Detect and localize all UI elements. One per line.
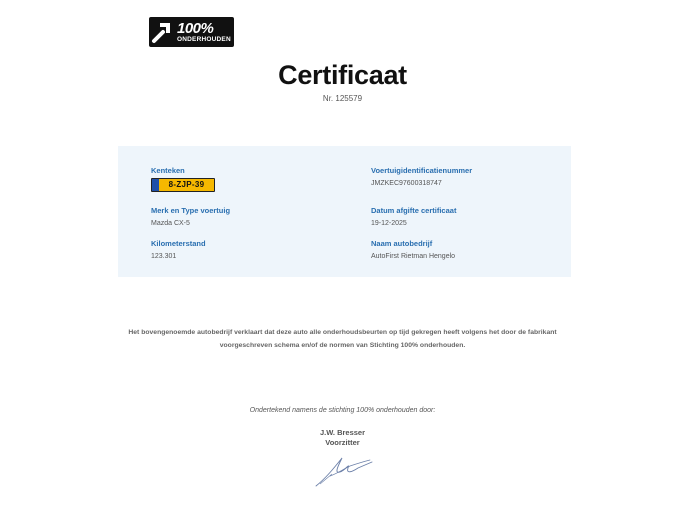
logo-text-big: 100% [177, 19, 214, 37]
field-issue-date [371, 206, 456, 227]
vehicle-details-panel [118, 146, 571, 277]
brand-logo [149, 17, 234, 47]
field-kenteken [151, 166, 215, 192]
dealer-label: Naam autobedrijf [371, 239, 433, 248]
page-title: Certificaat [278, 60, 407, 90]
signer-role: Voorzitter [325, 438, 360, 447]
certificate-number: Nr. 125579 [322, 94, 363, 103]
field-mileage [151, 239, 206, 260]
vin-value: JMZKEC97600318747 [371, 180, 442, 187]
signed-note: Ondertekend namens de stichting 100% onderhouden door: [249, 407, 436, 414]
issue-date-value: 19-12-2025 [371, 220, 407, 227]
license-plate [151, 178, 215, 192]
kenteken-label: Kenteken [151, 166, 185, 175]
field-vin [371, 166, 472, 187]
wrench-icon [149, 17, 175, 47]
signer-name: J.W. Bresser [319, 428, 366, 437]
mileage-value: 123.301 [151, 253, 177, 260]
license-plate-number: 8-ZJP-39 [159, 179, 214, 191]
make-label: Merk en Type voertuig [151, 206, 231, 215]
vin-label: Voertuigidentificatienummer [371, 166, 473, 175]
field-make-type [151, 206, 230, 227]
statement-line-2: voorgeschreven schema en/of de normen van Stichting 100% onderhouden. [219, 342, 466, 349]
eu-flag-strip [152, 179, 159, 191]
certification-statement [110, 326, 575, 352]
statement-line-1: Het bovengenoemde autobedrijf verklaart dat deze auto alle onderhoudsbeurten op tijd gekregen heeft volgens het door de fabrikant [128, 329, 557, 336]
mileage-label: Kilometerstand [151, 239, 206, 248]
field-dealer [371, 239, 455, 260]
make-value: Mazda CX-5 [151, 220, 190, 227]
dealer-value: AutoFirst Rietman Hengelo [371, 253, 456, 260]
issue-date-label: Datum afgifte certificaat [371, 206, 457, 215]
logo-text-small: ONDERHOUDEN [177, 35, 231, 43]
handwritten-signature [312, 450, 376, 490]
